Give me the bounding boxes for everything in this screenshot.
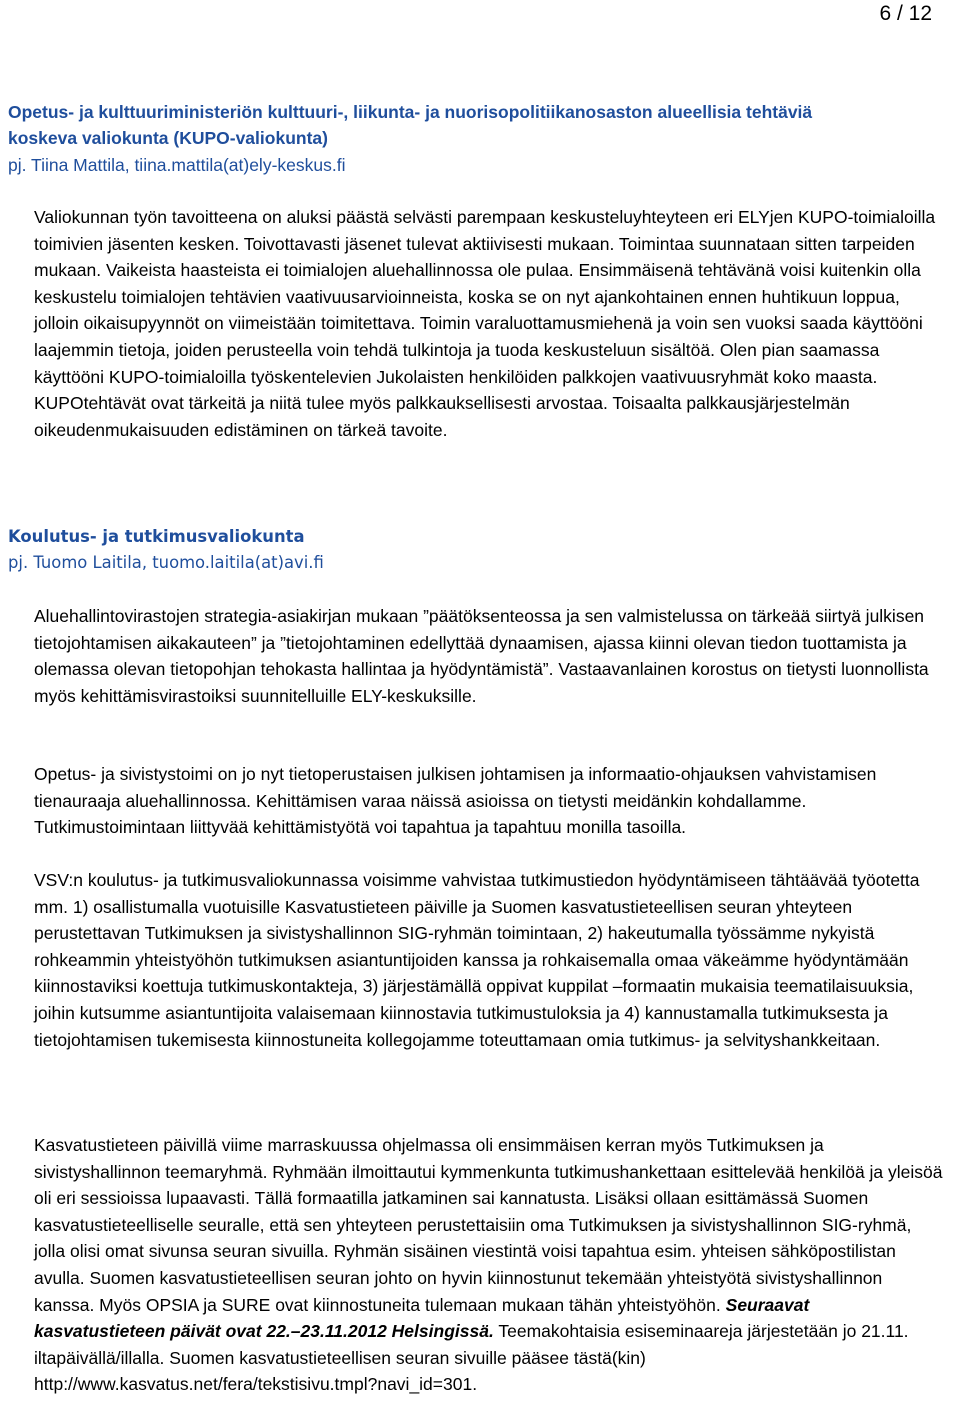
section2-paragraph-2: Opetus- ja sivistystoimi on jo nyt tietoperustaisen julkisen johtamisen ja informaatio-ohjauksen vahvistamisen tienauraaja aluehallinnossa. Kehittämisen varaa näissä asioissa on tietysti meidänkin kohdallamme. Tutkimustoimintaan liittyvää kehittämistyötä voi tapahtua ja tapahtuu monilla tasoilla.	[34, 764, 877, 838]
section1-title-line-2: koskeva valiokunta (KUPO-valiokunta)	[8, 128, 328, 148]
section1-chair: pj. Tiina Mattila, tiina.mattila(at)ely-keskus.fi	[8, 155, 346, 175]
section1-paragraph: Valiokunnan työn tavoitteena on aluksi päästä selvästi parempaan keskusteluyhteyteen eri ELYjen KUPO-toimialoilla toimivien jäsenten kesken. Toivottavasti jäsenet tulevat aktiivisesti mukaan. Toimintaa suunnataan sitten tarpeiden mukaan. Vaikeista haasteista ei toimialojen aluehallinnossa ole pulaa. Ensimmäisenä tehtävänä voisi kuitenkin olla keskustelu toimialojen tehtävien vaativuusarvioinneista, koska se on nyt ajankohtainen ennen huhtikuun loppua, jolloin oikaisupyynnöt on viimeistään toimitettava. Toimin varaluottamusmiehenä ja voin sen vuoksi saada käyttööni laajemmin tietoja, joiden perusteella voin tehdä tulkintoja ja tuoda keskusteluun sisältöä. Olen pian saamassa käyttööni KUPO-toimialoilla työskentelevien Jukolaisten henkilöiden palkkojen vaativuusryhmät koko maasta. KUPOtehtävät ovat tärkeitä ja niitä tulee myös palkkauksellisesti arvostaa. Toisaalta palkkausjärjestelmän oikeudenmukaisuuden edistäminen on tärkeä tavoite.	[34, 207, 936, 440]
paragraph-4-text-end: Teemakohtaisia esiseminaareja järjestetään jo 21.11. iltapäivällä/illalla. Suomen kasvatustieteellisen seuran sivuille pääsee tästä(kin)	[34, 1321, 909, 1368]
page-number: 6 / 12	[879, 2, 932, 25]
paragraph-4-text-start: Kasvatustieteen päivillä viime marraskuussa ohjelmassa oli ensimmäisen kerran myös Tutkimuksen ja sivistyshallinnon teemaryhmä. Ryhmään ilmoittautui kymmenkunta tutkimushankettaan esittelevää henkilöä ja yleisöä oli eri sessioissa lupaavasti. Tällä formaatilla jatkaminen sai kannatusta. Lisäksi ollaan esittämässä Suomen kasvatustieteelliselle seuralle, että sen yhteyteen perustettaisiin oma Tutkimuksen ja sivistyshallinnon SIG-ryhmä, jolla olisi omat sivunsa seuran sivuilla. Ryhmän sisäinen viestintä voisi tapahtua esim. yhteisen sähköpostilistan avulla. Suomen kasvatustieteellisen seuran johto on hyvin kiinnostunut tekemään yhteistyötä sivistyshallinnon kanssa. Myös OPSIA ja SURE ovat kiinnostuneita tulemaan mukaan tähän yhteistyöhön.	[34, 1135, 943, 1315]
section1-title-line-1: Opetus- ja kulttuuriministeriön kulttuuri-, liikunta- ja nuorisopolitiikanosaston alueellisia tehtäviä	[8, 102, 813, 122]
paragraph-4-emphasis: Seuraavat kasvatustieteen päivät ovat 22.–23.11.2012 Helsingissä.	[34, 1294, 810, 1342]
section2-paragraph-1: Aluehallintovirastojen strategia-asiakirjan mukaan ”päätöksenteossa ja sen valmistelussa on tärkeää siirtyä julkisen tietojohtamisen aikakauteen” ja ”tietojohtaminen edellyttää dynaamisen, ajassa kiinni olevan tiedon tuottamista ja olemassa olevan tietopohjan tehokasta hallintaa ja hyödyntämistä”. Vastaavanlainen korostus on tietysti luonnollista myös kehittämisvirastoiksi suunnitelluille ELY-keskuksille.	[34, 606, 929, 706]
section2-title: Koulutus- ja tutkimusvaliokunta	[8, 527, 305, 546]
section2-paragraph-3: VSV:n koulutus- ja tutkimusvaliokunnassa voisimme vahvistaa tutkimustiedon hyödyntämiseen tähtäävää työotetta mm. 1) osallistumalla vuotuisille Kasvatustieteen päiville ja Suomen kasvatustieteellisen seuran yhteyteen perustettavan Tutkimuksen ja sivistyshallinnon SIG-ryhmän toimintaan, 2) hakeutumalla työssämme nykyistä rohkeammin yhteistyöhön tutkimuksen asiantuntijoiden kanssa ja rohkaisemalla omaa väkeämme hyödyntämään kiinnostaviksi koettuja tutkimuskontakteja, 3) järjestämällä oppivat kuppilat –formaatin mukaisia teematilaisuuksia, joihin kutsumme asiantuntijoita valaisemaan kiinnostavia tutkimustuloksia ja 4) kannustamalla tutkimuksesta ja tietojohtamisen tukemisesta kiinnostuneita kollegojamme toteuttamaan omia tutkimus- ja selvityshankkeitaan.	[34, 870, 920, 1050]
section2-paragraph-4	[34, 1132, 944, 1398]
section2-chair: pj. Tuomo Laitila, tuomo.laitila(at)avi.fi	[8, 553, 324, 572]
kasvatus-link[interactable]: http://www.kasvatus.net/fera/tekstisivu.tmpl?navi_id=301.	[34, 1374, 478, 1395]
